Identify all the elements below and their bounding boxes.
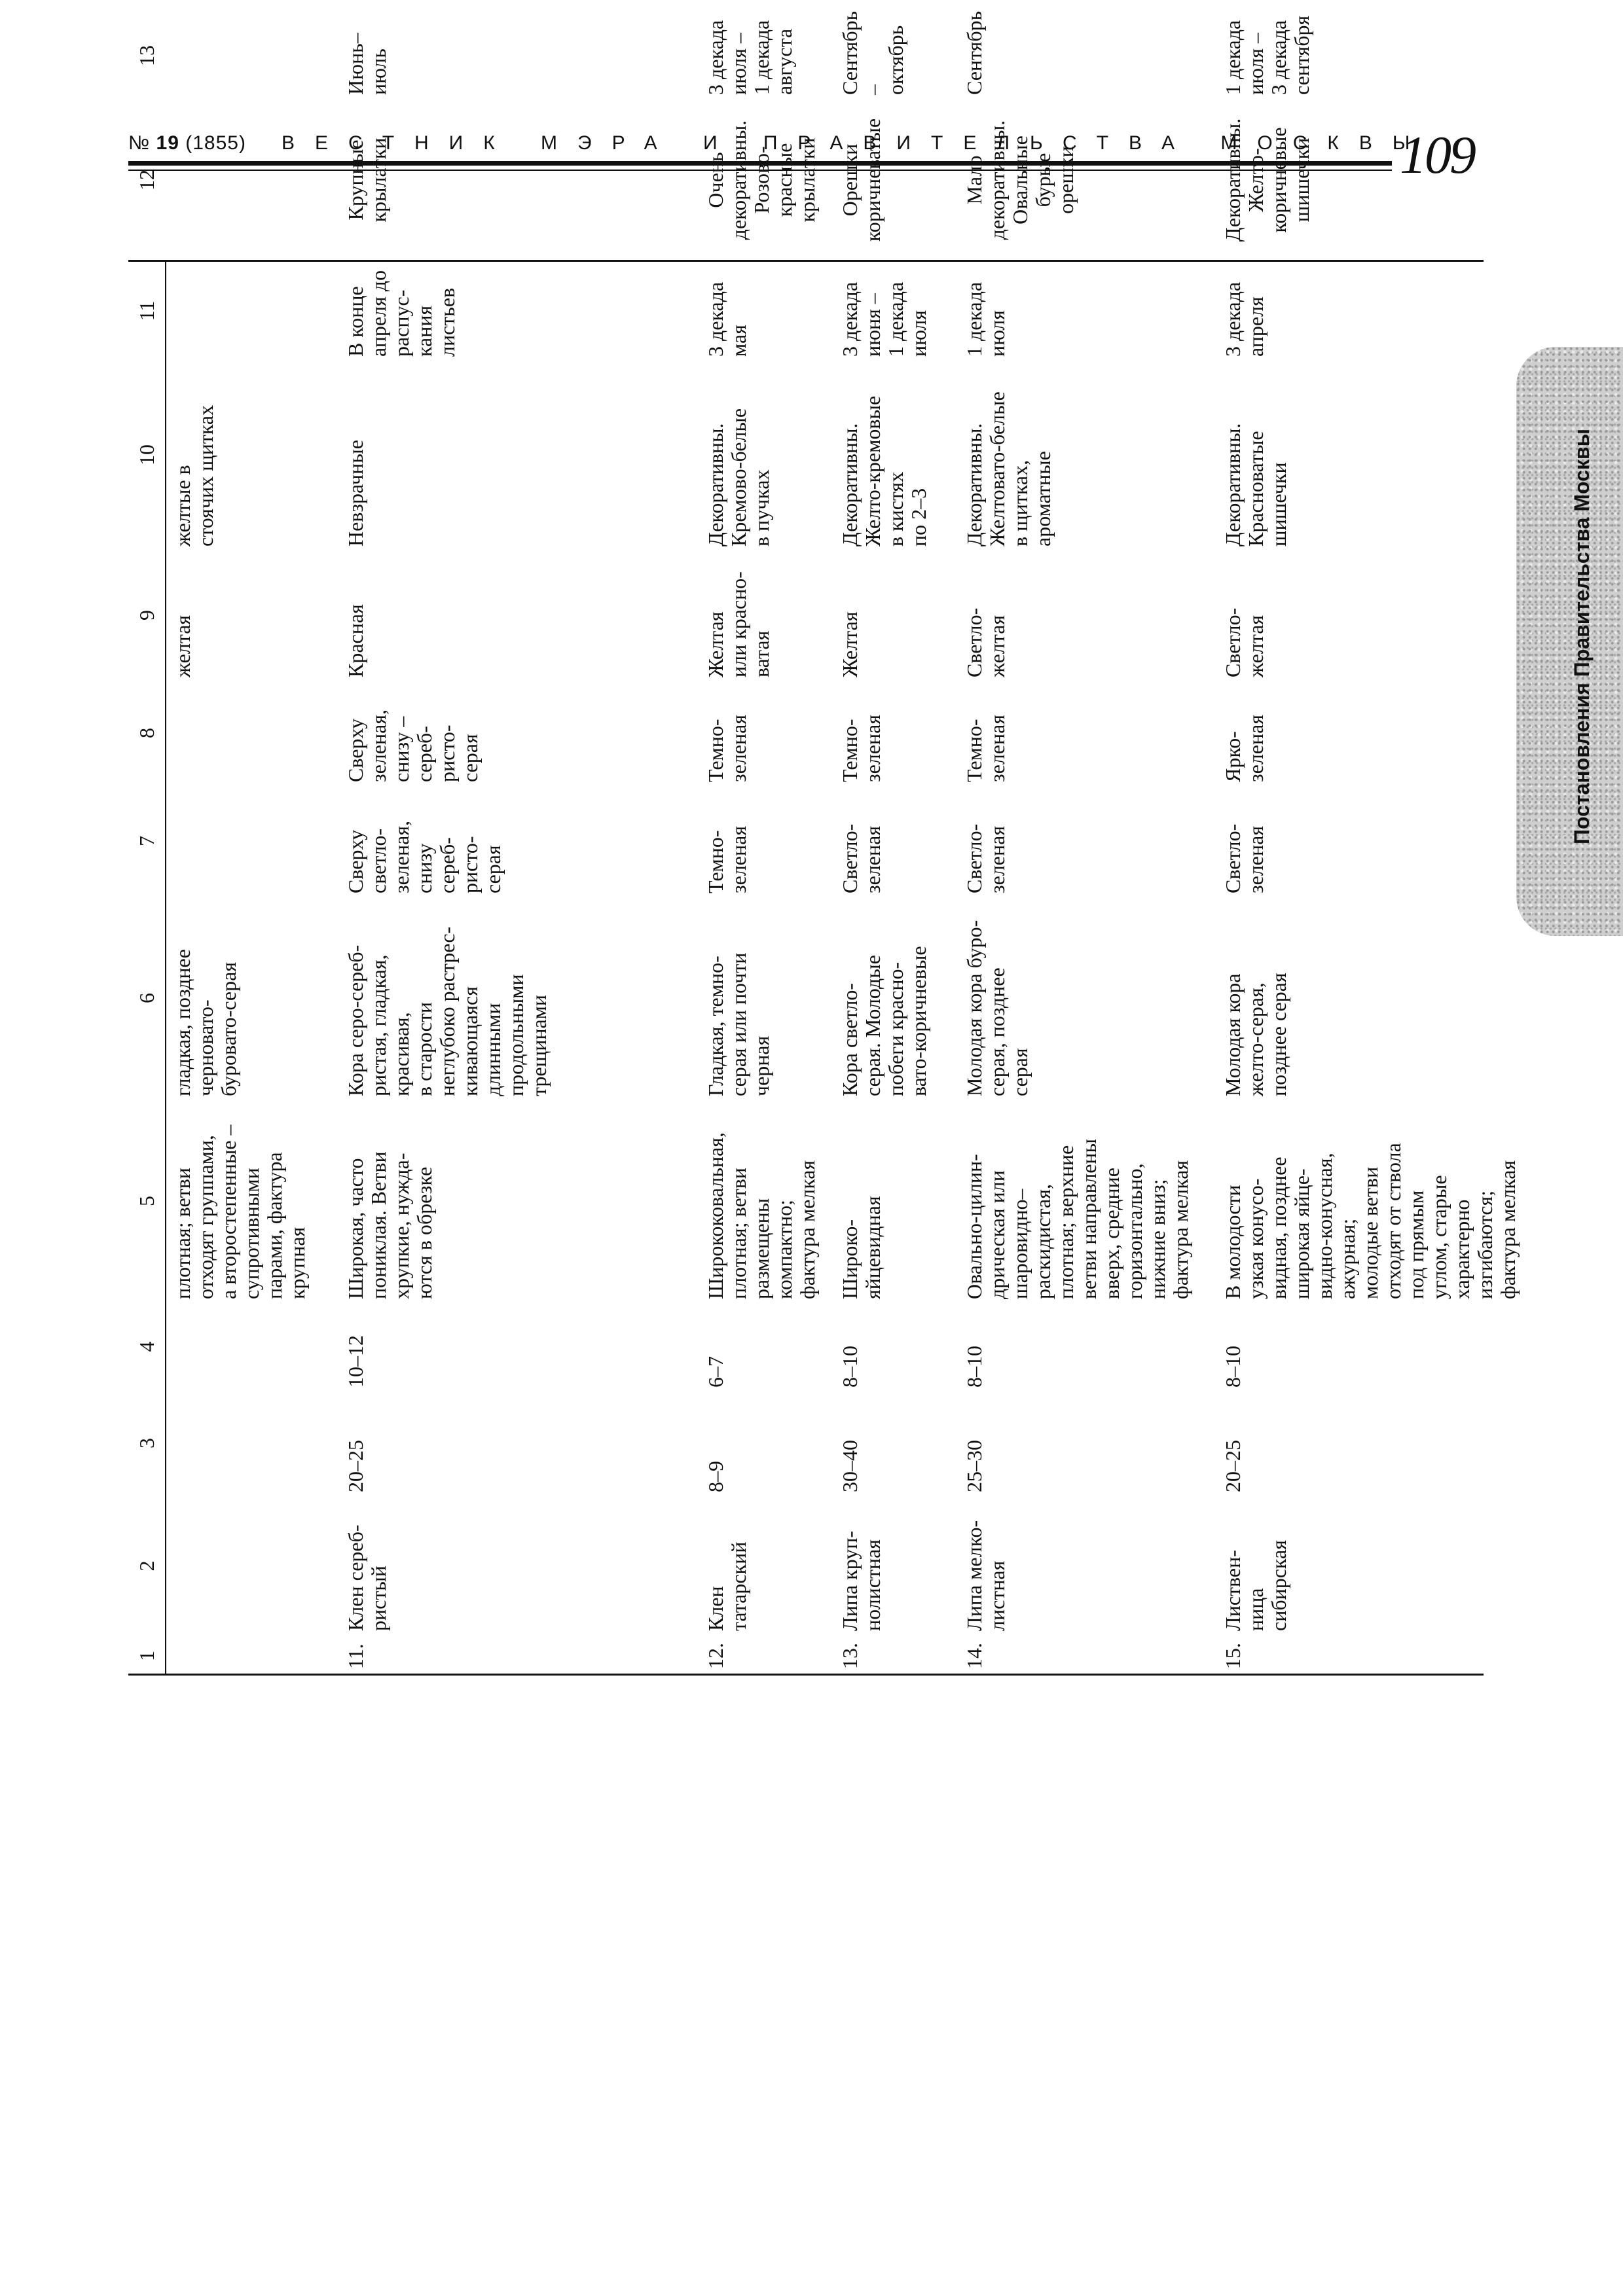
row-4-c1: 14.	[962, 1643, 986, 1669]
row-2-c2: Клен татарский	[704, 1541, 750, 1631]
row-3-c3: 30–40	[838, 1440, 862, 1492]
row-2-c11: 3 декада мая	[704, 281, 750, 357]
row-2-c5: Ширококовальная, плотная; ветви размещены компактно; фактура мелкая	[704, 1132, 819, 1299]
continuation-c9: желтая	[171, 615, 194, 677]
row-1-c3: 20–25	[344, 1440, 367, 1492]
row-3-c12: Орешки коричневатые	[838, 118, 884, 242]
row-4-c9: Светло- желтая	[962, 607, 1009, 677]
issue-year: (1855)	[179, 132, 246, 154]
row-1-c11: В конце апреля до распус- кания листьев	[344, 270, 459, 357]
column-header-5: 5	[135, 1196, 158, 1206]
row-1-c5: Широкая, часто пониклая. Ветви хрупкие, нужда- ются в обрезке	[344, 1151, 436, 1299]
row-3-c2: Липа круп- нолистная	[838, 1530, 884, 1631]
row-4-c12: Мало декоративны. Овальные бурые орешки	[962, 120, 1078, 240]
row-1-c2: Клен сереб- ристый	[344, 1524, 390, 1631]
column-header-10: 10	[135, 444, 158, 465]
column-header-4: 4	[135, 1341, 158, 1352]
column-header-9: 9	[135, 610, 158, 620]
column-header-11: 11	[135, 300, 158, 321]
row-1-c6: Кора серо-сереб- ристая, гладкая, красивая, в старости неглубоко растрес- кивающаяся длинными продольными трещинами	[344, 926, 551, 1096]
row-5-c2: Листвен- ница сибирская	[1221, 1540, 1290, 1631]
row-4-c11: 1 декада июля	[962, 281, 1009, 357]
issue-prefix: №	[128, 132, 156, 154]
row-5-c1: 15.	[1221, 1643, 1245, 1669]
row-2-c10: Декоративны. Кремово-белые в пучках	[704, 408, 773, 547]
row-3-c10: Декоративны. Желто-кремовые в кистях по 2–3	[838, 395, 930, 547]
row-3-c9: Желтая	[838, 611, 862, 677]
column-header-13: 13	[135, 45, 158, 66]
table-right-rule	[128, 260, 1484, 262]
table-left-rule	[128, 1674, 1484, 1676]
row-3-c7: Светло- зеленая	[838, 823, 884, 893]
row-5-c5: В молодости узкая конусо- видная, позднее широкая яйце- видно-конусная, ажурная; молодые ветви отходят от ствола под прямым углом, старые характерно изгибаются; фактура мелкая	[1221, 1143, 1520, 1299]
row-2-c9: Желтая или красно- ватая	[704, 571, 773, 677]
row-4-c2: Липа мелко- листная	[962, 1520, 1009, 1631]
row-5-c13: 1 декада июля – 3 декада сентября	[1221, 15, 1313, 95]
row-2-c8: Темно- зеленая	[704, 714, 750, 782]
column-header-3: 3	[135, 1438, 158, 1448]
row-1-c13: Июнь– июль	[344, 33, 390, 95]
column-header-8: 8	[135, 728, 158, 738]
column-header-7: 7	[135, 836, 158, 846]
continuation-c5: плотная; ветви отходят группами, а второстепенные – супротивными парами, фактура крупная	[171, 1124, 309, 1299]
row-2-c6: Гладкая, темно- серая или почти черная	[704, 952, 773, 1096]
row-4-c6: Молодая кора буро- серая, позднее серая	[962, 920, 1032, 1096]
row-5-c6: Молодая кора желто-серая, позднее серая	[1221, 973, 1290, 1096]
column-header-6: 6	[135, 993, 158, 1003]
row-3-c5: Широко- яйцевидная	[838, 1196, 884, 1299]
issue-number: 19	[156, 132, 179, 154]
column-header-1: 1	[135, 1651, 158, 1661]
row-4-c3: 25–30	[962, 1440, 986, 1492]
row-5-c7: Светло- зеленая	[1221, 823, 1267, 893]
row-3-c11: 3 декада июня – 1 декада июля	[838, 281, 930, 357]
page-number: 109	[1400, 125, 1474, 185]
row-1-c10: Невзрачные	[344, 440, 367, 547]
section-tab-label: Постановления Правительства Москвы	[1570, 429, 1594, 844]
row-2-c3: 8–9	[704, 1461, 727, 1492]
row-5-c10: Декоративны. Красноватые шишечки	[1221, 423, 1290, 547]
row-5-c3: 20–25	[1221, 1440, 1245, 1492]
row-4-c7: Светло- зеленая	[962, 823, 1009, 893]
row-5-c4: 8–10	[1221, 1346, 1245, 1388]
row-2-c12: Очень декоративны. Розово- красные крылатки	[704, 120, 819, 240]
row-3-c4: 8–10	[838, 1346, 862, 1388]
table-header-rule	[165, 262, 166, 1676]
row-1-c7: Сверху светло- зеленая, снизу сереб- ристо- серая	[344, 820, 505, 893]
column-header-12: 12	[135, 170, 158, 190]
row-2-c13: 3 декада июля – 1 декада августа	[704, 20, 796, 95]
row-4-c13: Сентябрь	[962, 10, 986, 95]
row-3-c8: Темно- зеленая	[838, 714, 884, 782]
row-3-c6: Кора светло- серая. Молодые побеги красно- вато-коричневые	[838, 946, 930, 1096]
row-5-c8: Ярко- зеленая	[1221, 714, 1267, 782]
continuation-c6: гладкая, позднее черновато- буровато-серая	[171, 949, 240, 1096]
row-2-c4: 6–7	[704, 1356, 727, 1388]
row-3-c1: 13.	[838, 1643, 862, 1669]
row-4-c10: Декоративны. Желтовато-белые в щитках, ароматные	[962, 391, 1055, 547]
publication-title: ВЕСТНИК МЭРА И ПРАВИТЕЛЬСТВА МОСКВЫ	[282, 132, 1431, 154]
row-2-c7: Темно- зеленая	[704, 825, 750, 893]
row-1-c9: Красная	[344, 604, 367, 677]
row-4-c5: Овально-цилин- дрическая или шаровидно– раскидистая, плотная; верхние ветви направлены вверх, средние горизонтально, нижние вниз; фактура мелкая	[962, 1138, 1192, 1299]
row-4-c4: 8–10	[962, 1346, 986, 1388]
row-1-c8: Сверху зеленая, снизу – сереб- ристо- серая	[344, 709, 482, 782]
row-5-c11: 3 декада апреля	[1221, 281, 1267, 357]
row-1-c1: 11.	[344, 1643, 367, 1669]
continuation-c10: желтые в стоячих щитках	[171, 404, 217, 547]
column-header-2: 2	[135, 1560, 158, 1571]
row-4-c8: Темно- зеленая	[962, 714, 1009, 782]
row-1-c12: Крупные крылатки	[344, 137, 390, 223]
row-2-c1: 12.	[704, 1643, 727, 1669]
row-5-c12: Декоративны. Желто- коричневые шишечки	[1221, 118, 1313, 242]
row-5-c9: Светло- желтая	[1221, 607, 1267, 677]
row-3-c13: Сентябрь – октябрь	[838, 10, 907, 95]
row-1-c4: 10–12	[344, 1335, 367, 1388]
